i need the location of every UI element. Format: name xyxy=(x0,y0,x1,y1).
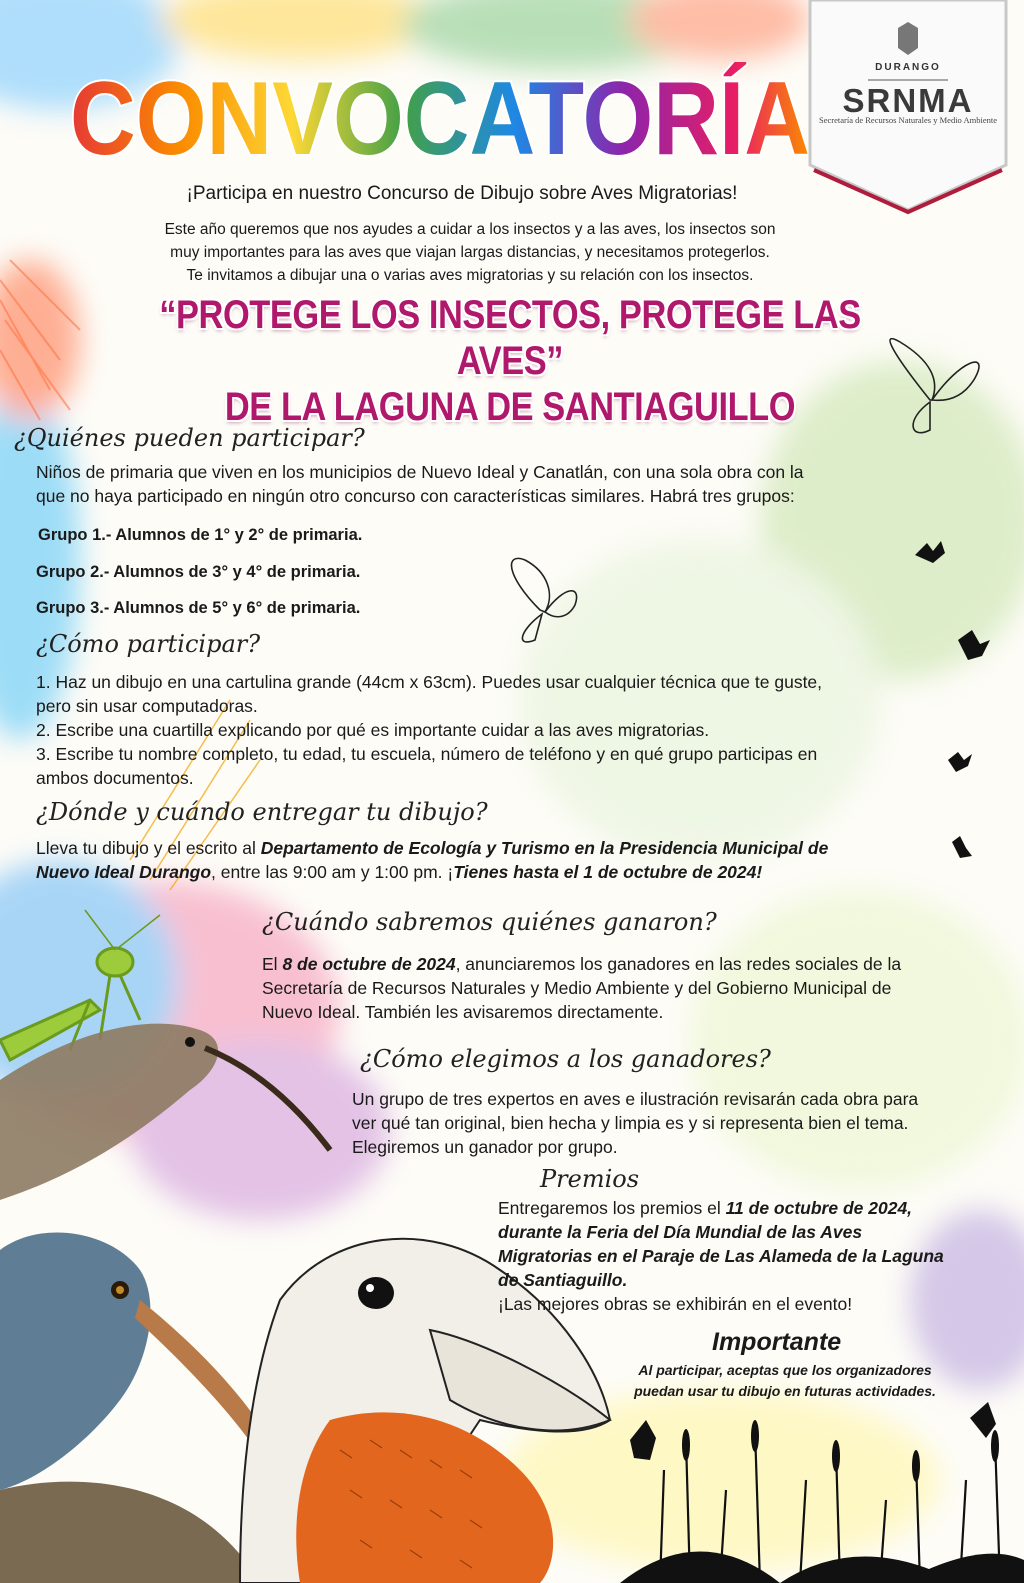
title-banner xyxy=(60,62,820,172)
where-hours: , entre las 9:00 am y 1:00 pm. ¡ xyxy=(211,862,454,882)
slogan xyxy=(106,292,914,430)
group-3: Grupo 3.- Alumnos de 5° y 6° de primaria. xyxy=(36,599,361,617)
prizes-heading: Premios xyxy=(540,1165,640,1193)
when-line: Secretaría de Recursos Naturales y Medio Ambiente y del Gobierno Municipal de xyxy=(262,978,892,998)
when-text xyxy=(262,952,982,1024)
important-heading: Importante xyxy=(712,1328,842,1356)
where-text-plain: Lleva tu dibujo y el escrito al xyxy=(36,838,261,858)
how-heading: ¿Cómo participar? xyxy=(36,630,261,658)
choose-text xyxy=(352,1087,1012,1159)
slogan-line: DE LA LAGUNA DE SANTIAGUILLO xyxy=(224,385,796,429)
important-line: Al participar, aceptas que los organizadores xyxy=(638,1362,932,1378)
how-step: 3. Escribe tu nombre completo, tu edad, tu escuela, número de teléfono y en qué grupo participas en xyxy=(36,744,818,764)
group-1: Grupo 1.- Alumnos de 1° y 2° de primaria. xyxy=(38,526,363,544)
how-step: ambos documentos. xyxy=(36,768,194,788)
slogan-line: “PROTEGE LOS INSECTOS, PROTEGE LAS AVES” xyxy=(159,293,861,383)
intro-text xyxy=(110,218,830,287)
who-line: Niños de primaria que viven en los municipios de Nuevo Ideal y Canatlán, con una sola obra con la xyxy=(36,462,804,482)
intro-line: muy importantes para las aves que viajan largas distancias, y necesitamos protegerlos. xyxy=(170,244,770,261)
intro-line: Te invitamos a dibujar una o varias aves migratorias y su relación con los insectos. xyxy=(186,267,754,284)
page-title: CONVOCATORÍA xyxy=(70,62,810,172)
choose-line: ver qué tan original, bien hecha y limpia es y si representa bien el tema. xyxy=(352,1113,909,1133)
who-line: que no haya participado en ningún otro concurso con características similares. Habrá tres grupos: xyxy=(36,486,795,506)
prizes-line: Migratorias en el Paraje de Las Alameda de la Laguna xyxy=(498,1246,944,1266)
when-heading: ¿Cuándo sabremos quiénes ganaron? xyxy=(262,908,717,936)
prizes-text-plain: Entregaremos los premios el xyxy=(498,1198,726,1218)
important-note xyxy=(600,1360,970,1402)
how-step: 2. Escribe una cuartilla explicando por qué es importante cuidar a las aves migratorias. xyxy=(36,720,710,740)
how-steps xyxy=(36,670,936,790)
how-step: pero sin usar computadoras. xyxy=(36,696,258,716)
choose-heading: ¿Cómo elegimos a los ganadores? xyxy=(360,1045,771,1073)
group-2: Grupo 2.- Alumnos de 3° y 4° de primaria. xyxy=(36,563,361,581)
prizes-line: de Santiaguillo. xyxy=(498,1270,628,1290)
logo-city: DURANGO xyxy=(875,62,941,73)
when-text-plain: El xyxy=(262,954,283,974)
where-city: Nuevo Ideal Durango xyxy=(36,862,212,882)
where-deadline: Tienes hasta el 1 de octubre de 2024! xyxy=(453,862,763,882)
prizes-line: durante la Feria del Día Mundial de las Aves xyxy=(498,1222,863,1242)
important-line: puedan usar tu dibujo en futuras actividades. xyxy=(634,1383,936,1399)
prizes-date: 11 de octubre de 2024, xyxy=(725,1198,913,1218)
choose-line: Un grupo de tres expertos en aves e ilustración revisarán cada obra para xyxy=(352,1089,919,1109)
who-heading: ¿Quiénes pueden participar? xyxy=(14,424,365,452)
when-text-plain: , anunciaremos los ganadores en las redes sociales de la xyxy=(455,954,902,974)
prizes-text xyxy=(498,1196,998,1316)
where-heading: ¿Dónde y cuándo entregar tu dibujo? xyxy=(36,798,488,826)
prizes-line: ¡Las mejores obras se exhibirán en el evento! xyxy=(498,1294,853,1314)
when-date: 8 de octubre de 2024 xyxy=(282,954,456,974)
choose-line: Elegiremos un ganador por grupo. xyxy=(352,1137,618,1157)
where-text xyxy=(36,836,936,884)
who-text xyxy=(36,460,926,508)
intro-line: Este año queremos que nos ayudes a cuidar a los insectos y a las aves, los insectos son xyxy=(164,221,776,238)
where-place: Departamento de Ecología y Turismo en la Presidencia Municipal de xyxy=(260,838,829,858)
logo-abbr: SRNMA xyxy=(842,82,974,119)
how-step: 1. Haz un dibujo en una cartulina grande (44cm x 63cm). Puedes usar cualquier técnica que te guste, xyxy=(36,672,823,692)
logo-name: Secretaría de Recursos Naturales y Medio Ambiente xyxy=(819,115,997,125)
intro-subtitle: ¡Participa en nuestro Concurso de Dibujo sobre Aves Migratorias! xyxy=(186,183,738,204)
when-line: Nuevo Ideal. También les avisaremos directamente. xyxy=(262,1002,664,1022)
